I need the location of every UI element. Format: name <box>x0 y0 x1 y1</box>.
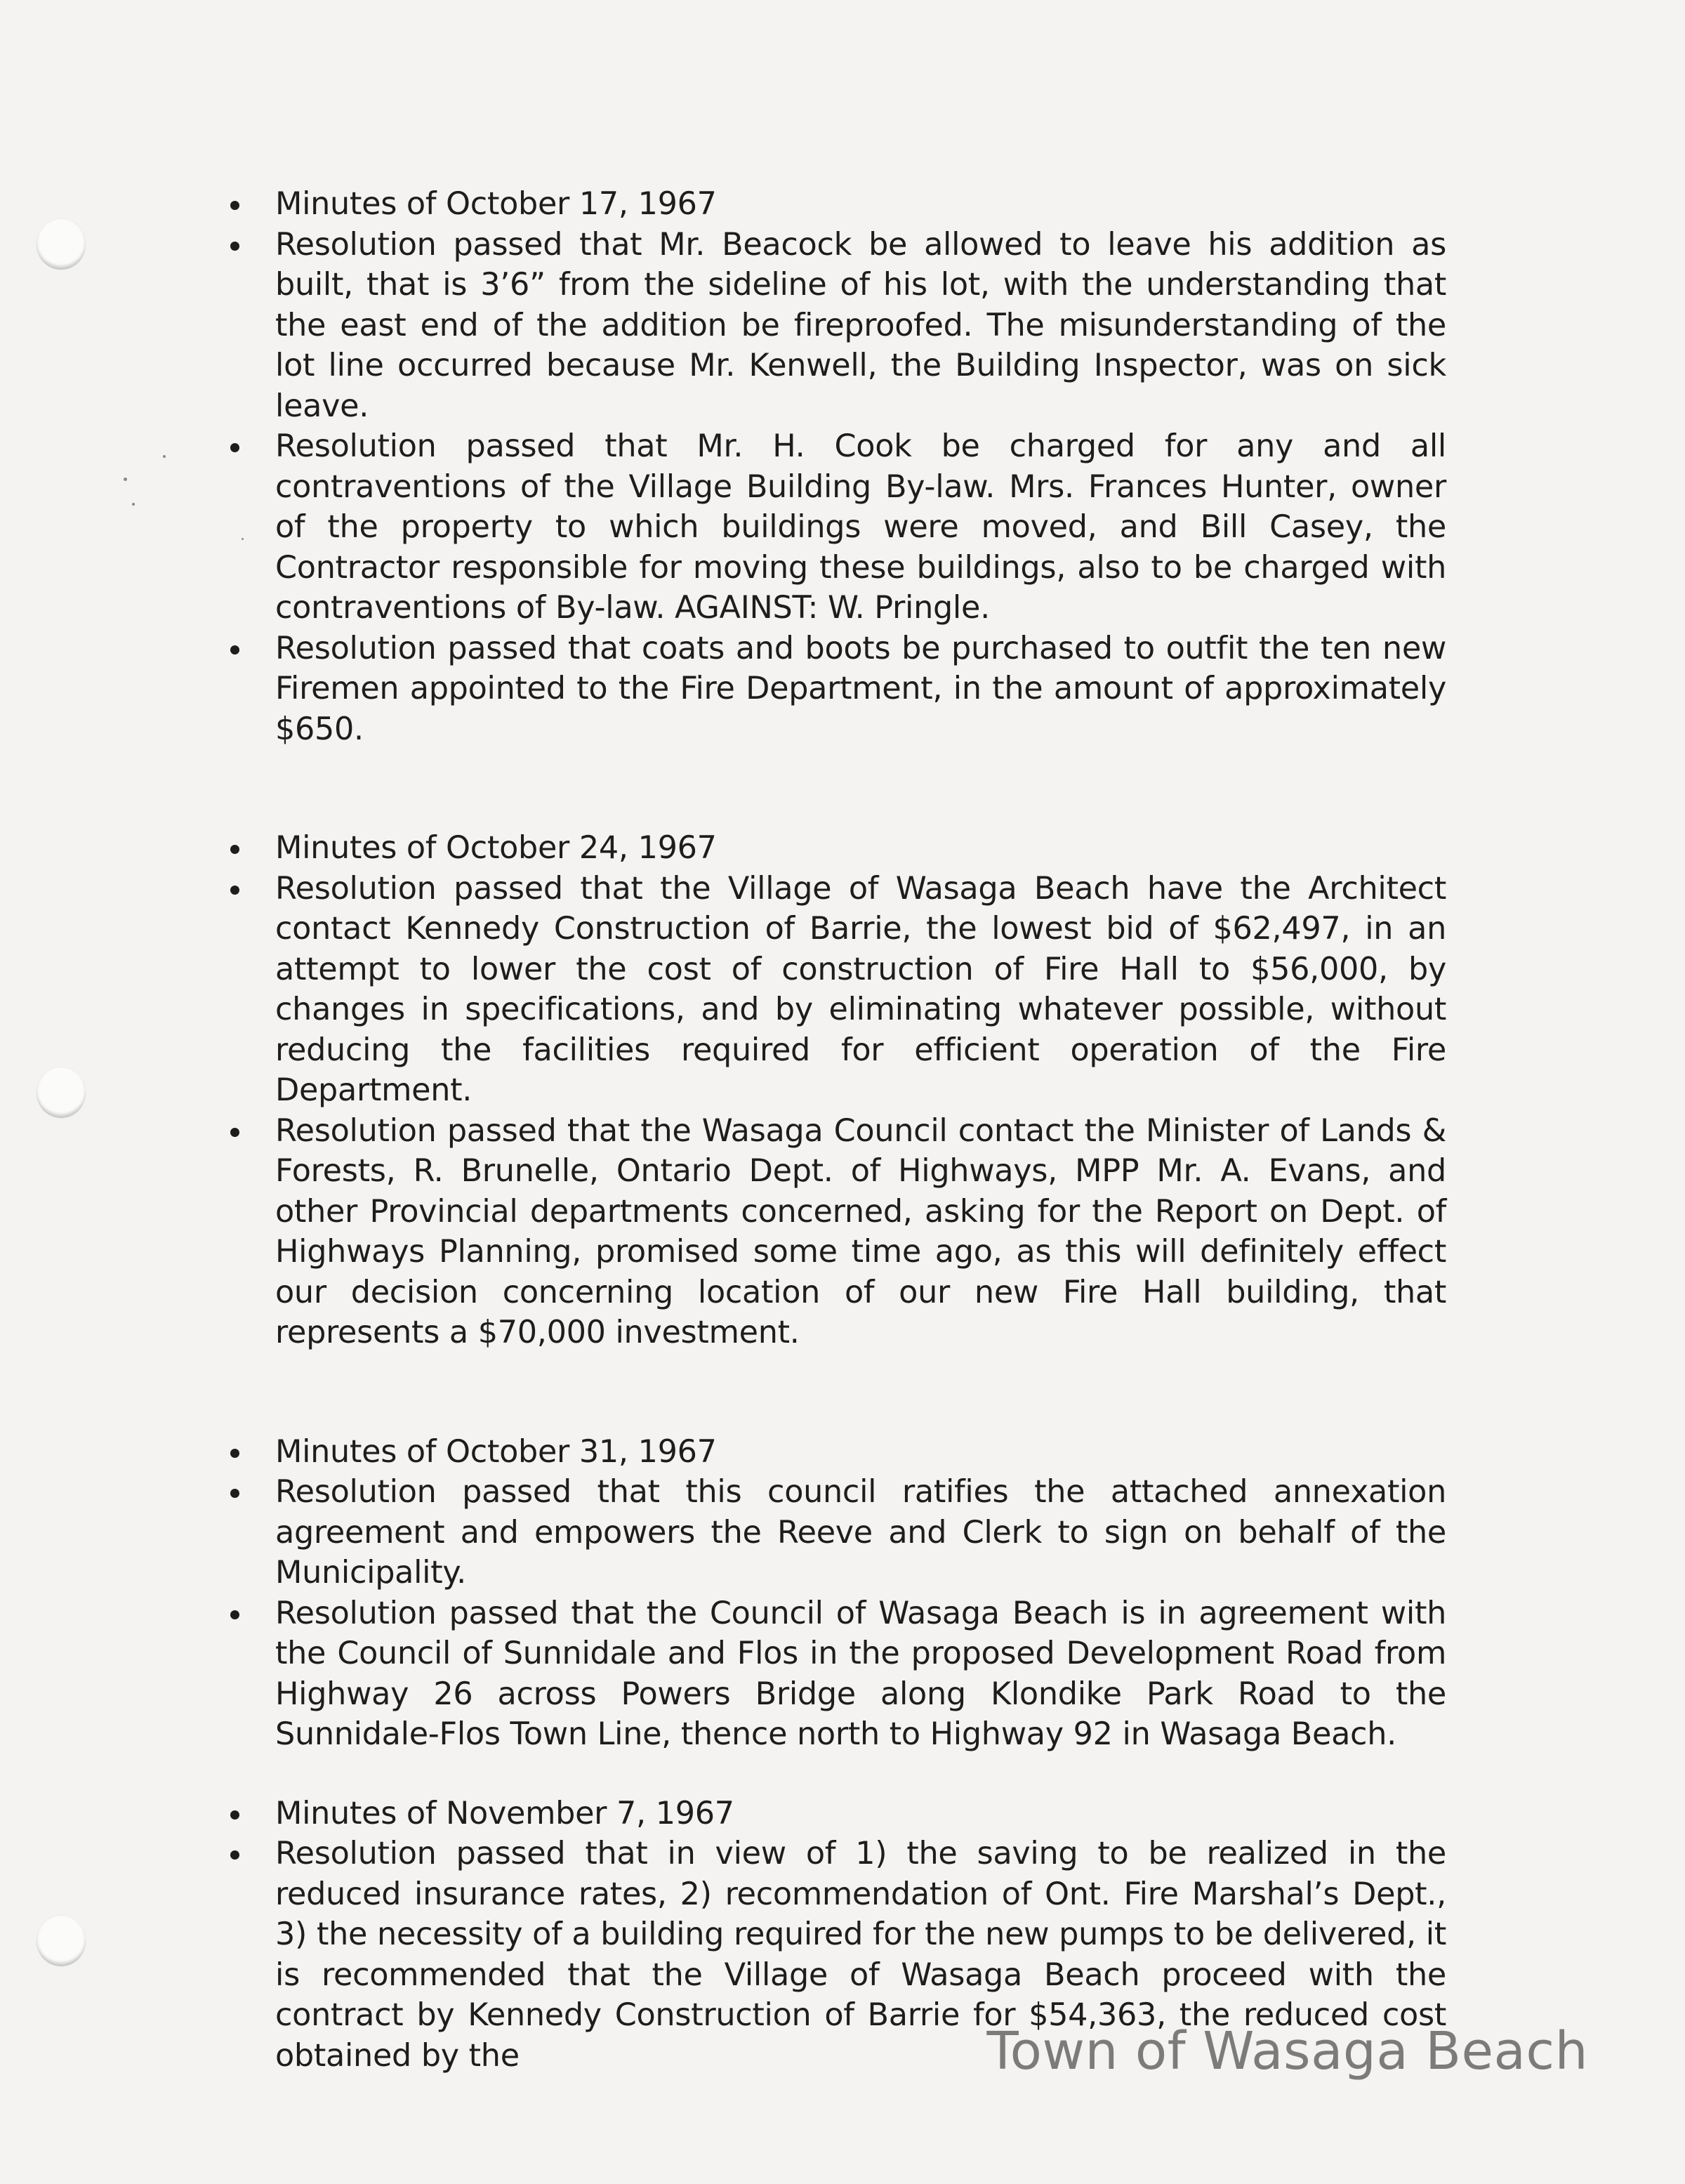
minutes-date-heading: Minutes of October 24, 1967 <box>211 828 1446 869</box>
scan-speck <box>132 503 135 506</box>
bullet-icon <box>230 242 239 251</box>
minutes-section-oct-31 <box>211 1432 1446 1755</box>
punch-hole-top <box>37 219 86 270</box>
bullet-icon <box>230 1128 239 1137</box>
resolution-item: Resolution passed that Mr. H. Cook be charged for any and all contraventions of the Village Building By-law. Mrs. Frances Hunter, owner of the property to which buildings were moved, and Bill Casey, the Contractor responsible for moving these buildings, also to be charged with contraventions of By-law. AGAINST: W. Pringle. <box>211 426 1446 629</box>
resolution-item: Resolution passed that the Wasaga Council contact the Minister of Lands & Forests, R. Brunelle, Ontario Dept. of Highways, MPP Mr. A. Evans, and other Provincial departments concerned, asking for the Report on Dept. of Highways Planning, promised some time ago, as this will definitely effect our decision concerning location of our new Fire Hall building, that represents a $70,000 investment. <box>211 1111 1446 1353</box>
scan-speck <box>124 478 127 481</box>
bullet-icon <box>230 443 239 452</box>
minutes-content <box>211 184 1446 2076</box>
bullet-icon <box>230 645 239 654</box>
minutes-date-heading: Minutes of October 31, 1967 <box>211 1432 1446 1473</box>
bullet-icon <box>230 1850 239 1860</box>
resolution-item: Resolution passed that Mr. Beacock be allowed to leave his addition as built, that is 3’6” from the sideline of his lot, with the understanding that the east end of the addition be fireproofed. The misunderstanding of the lot line occurred because Mr. Kenwell, the Building Inspector, was on sick leave. <box>211 225 1446 427</box>
resolution-item: Resolution passed that coats and boots be purchased to outfit the ten new Firemen appointed to the Fire Department, in the amount of approximately $650. <box>211 629 1446 750</box>
bullet-icon <box>230 1489 239 1498</box>
bullet-icon <box>230 201 239 210</box>
resolution-item: Resolution passed that the Village of Wasaga Beach have the Architect contact Kennedy Construction of Barrie, the lowest bid of $62,497, in an attempt to lower the cost of construction of Fire Hall to $56,000, by changes in specifications, and by eliminating whatever possible, without reducing the facilities required for efficient operation of the Fire Department. <box>211 869 1446 1111</box>
minutes-section-oct-24 <box>211 828 1446 1353</box>
minutes-section-oct-17 <box>211 184 1446 749</box>
minutes-date-heading: Minutes of November 7, 1967 <box>211 1794 1446 1834</box>
bullet-icon <box>230 886 239 895</box>
scan-speck <box>163 455 166 458</box>
bullet-icon <box>230 845 239 854</box>
bullet-icon <box>230 1810 239 1820</box>
bullet-icon <box>230 1610 239 1619</box>
bullet-icon <box>230 1449 239 1458</box>
minutes-date-heading: Minutes of October 17, 1967 <box>211 184 1446 225</box>
resolution-item: Resolution passed that this council ratifies the attached annexation agreement and empowers the Reeve and Clerk to sign on behalf of the Municipality. <box>211 1472 1446 1593</box>
resolution-item: Resolution passed that the Council of Wasaga Beach is in agreement with the Council of Sunnidale and Flos in the proposed Development Road from Highway 26 across Powers Bridge along Klondike Park Road to the Sunnidale-Flos Town Line, thence north to Highway 92 in Wasaga Beach. <box>211 1593 1446 1755</box>
resolution-item: Resolution passed that in view of 1) the saving to be realized in the reduced insurance rates, 2) recommendation of Ont. Fire Marshal’s Dept., 3) the necessity of a building required for the new pumps to be delivered, it is recommended that the Village of Wasaga Beach proceed with the contract by Kennedy Construction of Barrie for $54,363, the reduced cost obtained by the <box>211 1834 1446 2076</box>
punch-hole-bottom <box>37 1916 86 1966</box>
town-watermark: Town of Wasaga Beach <box>986 2021 1588 2081</box>
punch-hole-middle <box>37 1067 86 1118</box>
